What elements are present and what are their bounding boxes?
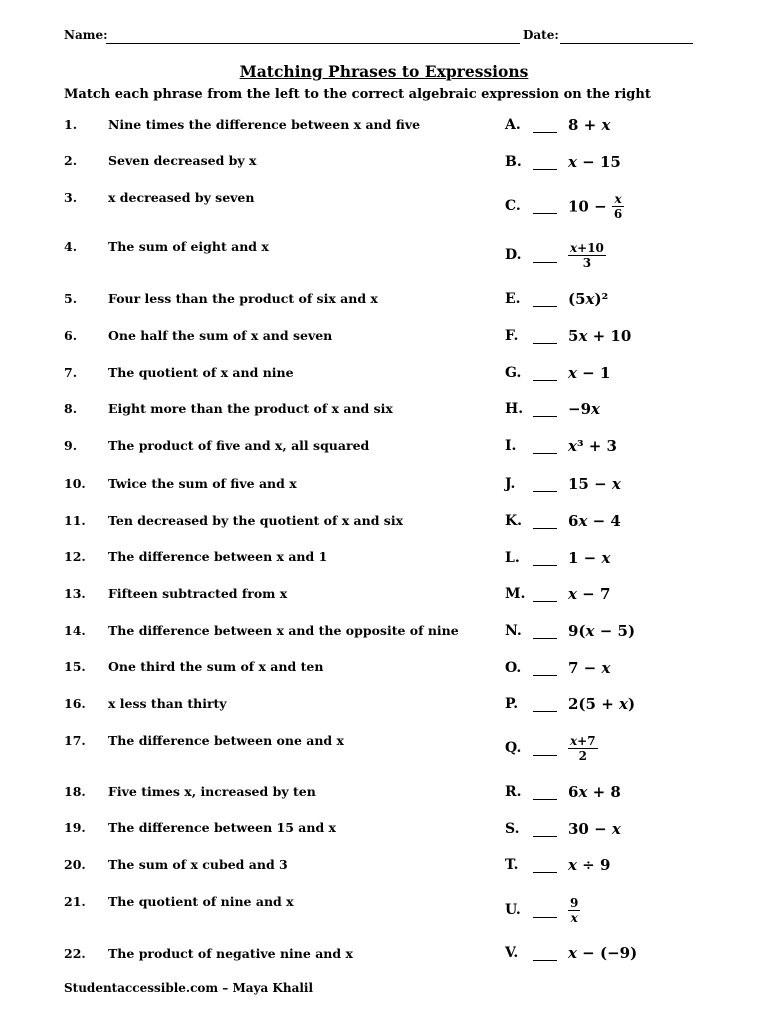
item-number: 9.: [64, 438, 78, 453]
item-number: 5.: [64, 291, 78, 306]
fraction-numerator: x: [612, 192, 624, 207]
phrase-text: The sum of eight and x: [108, 239, 269, 254]
phrase-text: One third the sum of x and ten: [108, 659, 324, 674]
phrase-text: The quotient of nine and x: [108, 894, 294, 909]
answer-blank[interactable]: [533, 836, 557, 837]
phrase-text: Nine times the difference between x and five: [108, 117, 421, 132]
phrase-text: The difference between 15 and x: [108, 820, 336, 835]
item-number: 21.: [64, 894, 86, 909]
answer-blank[interactable]: [533, 528, 557, 529]
answer-blank[interactable]: [533, 601, 557, 602]
algebraic-expression: 6x + 8: [568, 783, 621, 801]
answer-letter: R.: [505, 784, 522, 800]
algebraic-expression: [568, 734, 598, 763]
item-number: 1.: [64, 117, 78, 132]
instructions: Match each phrase from the left to the correct algebraic expression on the right: [64, 87, 651, 102]
algebraic-expression: 15 − x: [568, 475, 621, 493]
answer-blank[interactable]: [533, 755, 557, 756]
answer-letter: I.: [505, 438, 517, 454]
answer-letter: F.: [505, 328, 519, 344]
answer-letter: U.: [505, 902, 521, 918]
algebraic-expression: [568, 241, 606, 270]
answer-letter: O.: [505, 660, 522, 676]
algebraic-expression: 2(5 + x): [568, 695, 636, 713]
worksheet-title: Matching Phrases to Expressions: [239, 62, 529, 81]
date-label: Date:: [523, 28, 559, 42]
answer-letter: Q.: [505, 740, 522, 756]
answer-letter: A.: [505, 117, 521, 133]
phrase-text: The product of negative nine and x: [108, 946, 353, 961]
answer-letter: B.: [505, 154, 522, 170]
answer-blank[interactable]: [533, 132, 557, 133]
phrase-text: The sum of x cubed and 3: [108, 857, 288, 872]
algebraic-expression: [568, 192, 624, 221]
algebraic-expression: x − 7: [568, 585, 611, 603]
answer-blank[interactable]: [533, 306, 557, 307]
algebraic-expression: 8 + x: [568, 116, 611, 134]
date-line[interactable]: [560, 43, 693, 44]
answer-blank[interactable]: [533, 169, 557, 170]
item-number: 7.: [64, 365, 78, 380]
algebraic-expression: 30 − x: [568, 820, 621, 838]
fraction: [568, 896, 580, 925]
algebraic-expression: x ÷ 9: [568, 856, 611, 874]
algebraic-expression: 9(x − 5): [568, 622, 636, 640]
answer-blank[interactable]: [533, 491, 557, 492]
item-number: 3.: [64, 190, 78, 205]
answer-letter: H.: [505, 401, 524, 417]
phrase-text: The quotient of x and nine: [108, 365, 294, 380]
algebraic-expression: (5x)²: [568, 290, 609, 308]
answer-blank[interactable]: [533, 380, 557, 381]
item-number: 15.: [64, 659, 86, 674]
item-number: 19.: [64, 820, 86, 835]
fraction-denominator: 6: [613, 207, 623, 221]
algebraic-expression: 6x − 4: [568, 512, 621, 530]
answer-letter: C.: [505, 198, 521, 214]
algebraic-expression: [568, 896, 580, 925]
phrase-text: Twice the sum of five and x: [108, 476, 297, 491]
item-number: 6.: [64, 328, 78, 343]
item-number: 22.: [64, 946, 86, 961]
phrase-text: Fifteen subtracted from x: [108, 586, 288, 601]
answer-blank[interactable]: [533, 262, 557, 263]
fraction-numerator: 9: [570, 896, 579, 910]
answer-blank[interactable]: [533, 343, 557, 344]
algebraic-expression: x³ + 3: [568, 437, 617, 455]
answer-letter: G.: [505, 365, 522, 381]
answer-letter: V.: [505, 945, 519, 961]
answer-letter: M.: [505, 586, 526, 602]
phrase-text: Four less than the product of six and x: [108, 291, 378, 306]
algebraic-expression: 5x + 10: [568, 327, 632, 345]
answer-blank[interactable]: [533, 799, 557, 800]
phrase-text: The difference between x and the opposite of nine: [108, 623, 459, 638]
item-number: 13.: [64, 586, 86, 601]
name-label: Name:: [64, 28, 108, 42]
answer-letter: L.: [505, 550, 520, 566]
expression-prefix: 10 −: [568, 197, 612, 216]
answer-letter: S.: [505, 821, 520, 837]
name-line[interactable]: [106, 43, 520, 44]
answer-blank[interactable]: [533, 675, 557, 676]
item-number: 8.: [64, 401, 78, 416]
phrase-text: The difference between x and 1: [108, 549, 328, 564]
item-number: 2.: [64, 153, 78, 168]
fraction-denominator: x: [570, 911, 578, 925]
fraction-denominator: 2: [578, 749, 587, 763]
phrase-text: The difference between one and x: [108, 733, 344, 748]
fraction-denominator: 3: [582, 256, 592, 270]
item-number: 10.: [64, 476, 86, 491]
algebraic-expression: −9x: [568, 400, 600, 418]
item-number: 16.: [64, 696, 86, 711]
fraction: [568, 734, 598, 763]
footer-credit: Studentaccessible.com – Maya Khalil: [64, 981, 314, 995]
name-date-header: [64, 28, 704, 46]
answer-blank[interactable]: [533, 565, 557, 566]
algebraic-expression: x − 1: [568, 364, 611, 382]
phrase-text: The product of five and x, all squared: [108, 438, 370, 453]
algebraic-expression: x − (−9): [568, 944, 638, 962]
answer-blank[interactable]: [533, 711, 557, 712]
fraction: [568, 241, 606, 270]
answer-blank[interactable]: [533, 638, 557, 639]
item-number: 11.: [64, 513, 86, 528]
item-number: 20.: [64, 857, 86, 872]
fraction-numerator: x+7: [570, 734, 596, 748]
answer-blank[interactable]: [533, 872, 557, 873]
answer-blank[interactable]: [533, 453, 557, 454]
answer-blank[interactable]: [533, 213, 557, 214]
item-number: 4.: [64, 239, 78, 254]
answer-letter: E.: [505, 291, 521, 307]
fraction-numerator: x+10: [570, 241, 604, 255]
answer-blank[interactable]: [533, 960, 557, 961]
algebraic-expression: 1 − x: [568, 549, 611, 567]
answer-letter: D.: [505, 247, 522, 263]
fraction: [612, 192, 624, 221]
phrase-text: Seven decreased by x: [108, 153, 257, 168]
item-number: 14.: [64, 623, 86, 638]
answer-letter: N.: [505, 623, 522, 639]
answer-blank[interactable]: [533, 416, 557, 417]
item-number: 18.: [64, 784, 86, 799]
phrase-text: Ten decreased by the quotient of x and six: [108, 513, 404, 528]
phrase-text: Eight more than the product of x and six: [108, 401, 393, 416]
item-number: 12.: [64, 549, 86, 564]
answer-letter: K.: [505, 513, 523, 529]
phrase-text: x decreased by seven: [108, 190, 255, 205]
phrase-text: x less than thirty: [108, 696, 227, 711]
phrase-text: Five times x, increased by ten: [108, 784, 316, 799]
answer-letter: J.: [505, 476, 516, 492]
answer-letter: T.: [505, 857, 519, 873]
algebraic-expression: 7 − x: [568, 659, 611, 677]
algebraic-expression: x − 15: [568, 153, 621, 171]
answer-letter: P.: [505, 696, 519, 712]
answer-blank[interactable]: [533, 917, 557, 918]
phrase-text: One half the sum of x and seven: [108, 328, 333, 343]
item-number: 17.: [64, 733, 86, 748]
